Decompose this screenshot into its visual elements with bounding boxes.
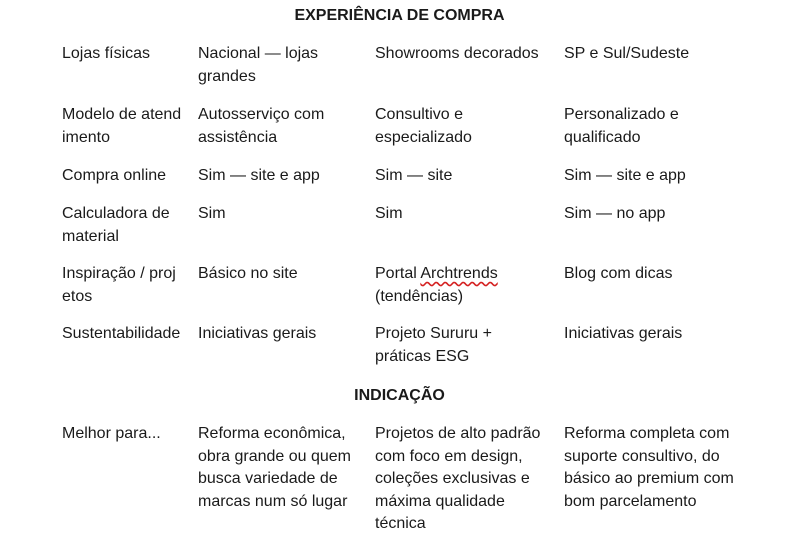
- table-cell: Sim: [375, 205, 403, 222]
- table-cell: Consultivo e especializado: [375, 106, 472, 146]
- table-cell: SP e Sul/Sudeste: [564, 45, 690, 62]
- row-label: Sustentabilidade: [62, 325, 181, 342]
- table-row: [54, 104, 742, 165]
- table-cell: Projeto Sururu + práticas ESG: [375, 325, 492, 365]
- table-cell: Nacional — lojas grandes: [198, 45, 319, 85]
- table-cell: [367, 263, 556, 323]
- section-title-experiencia: EXPERIÊNCIA DE COMPRA: [294, 7, 505, 24]
- table-row: [54, 43, 742, 104]
- table-row: [54, 323, 742, 373]
- table-row: [54, 165, 742, 203]
- table-row: [54, 263, 742, 323]
- table-cell: Iniciativas gerais: [564, 325, 683, 342]
- indication-table: [54, 423, 742, 536]
- table-cell: Sim — no app: [564, 205, 666, 222]
- section-title-indicacao: INDICAÇÃO: [354, 387, 445, 404]
- table-cell: Blog com dicas: [564, 265, 673, 282]
- spellcheck-word: Archtrends: [420, 265, 498, 282]
- table-cell: Reforma econômica, obra grande ou quem busca variedade de marcas num só lugar: [198, 425, 351, 510]
- row-label: Calculadora de material: [62, 205, 170, 245]
- row-label: Compra online: [62, 167, 167, 184]
- archtrends-cell-text: Portal Archtrends (tendências): [375, 265, 498, 305]
- table-cell: Sim — site: [375, 167, 453, 184]
- row-label: Modelo de atendimento: [62, 106, 182, 146]
- table-cell: Autosserviço com assistência: [198, 106, 325, 146]
- table-cell: Sim — site e app: [198, 167, 320, 184]
- experience-table: [54, 43, 742, 373]
- table-cell: Sim — site e app: [564, 167, 686, 184]
- table-cell: Showrooms decorados: [375, 45, 539, 62]
- row-label: Lojas físicas: [62, 45, 151, 62]
- row-label: Inspiração / projetos: [62, 265, 176, 305]
- table-cell: Básico no site: [198, 265, 298, 282]
- row-label: Melhor para...: [62, 425, 161, 442]
- table-cell: Reforma completa com suporte consultivo, do básico ao premium com bom parcelamento: [564, 425, 734, 510]
- table-cell: Projetos de alto padrão com foco em design, coleções exclusivas e máxima qualidade técnica: [375, 425, 541, 532]
- table-cell: Iniciativas gerais: [198, 325, 317, 342]
- table-cell: Sim: [198, 205, 226, 222]
- table-row: [54, 203, 742, 263]
- table-row: [54, 423, 742, 536]
- table-cell: Personalizado e qualificado: [564, 106, 679, 146]
